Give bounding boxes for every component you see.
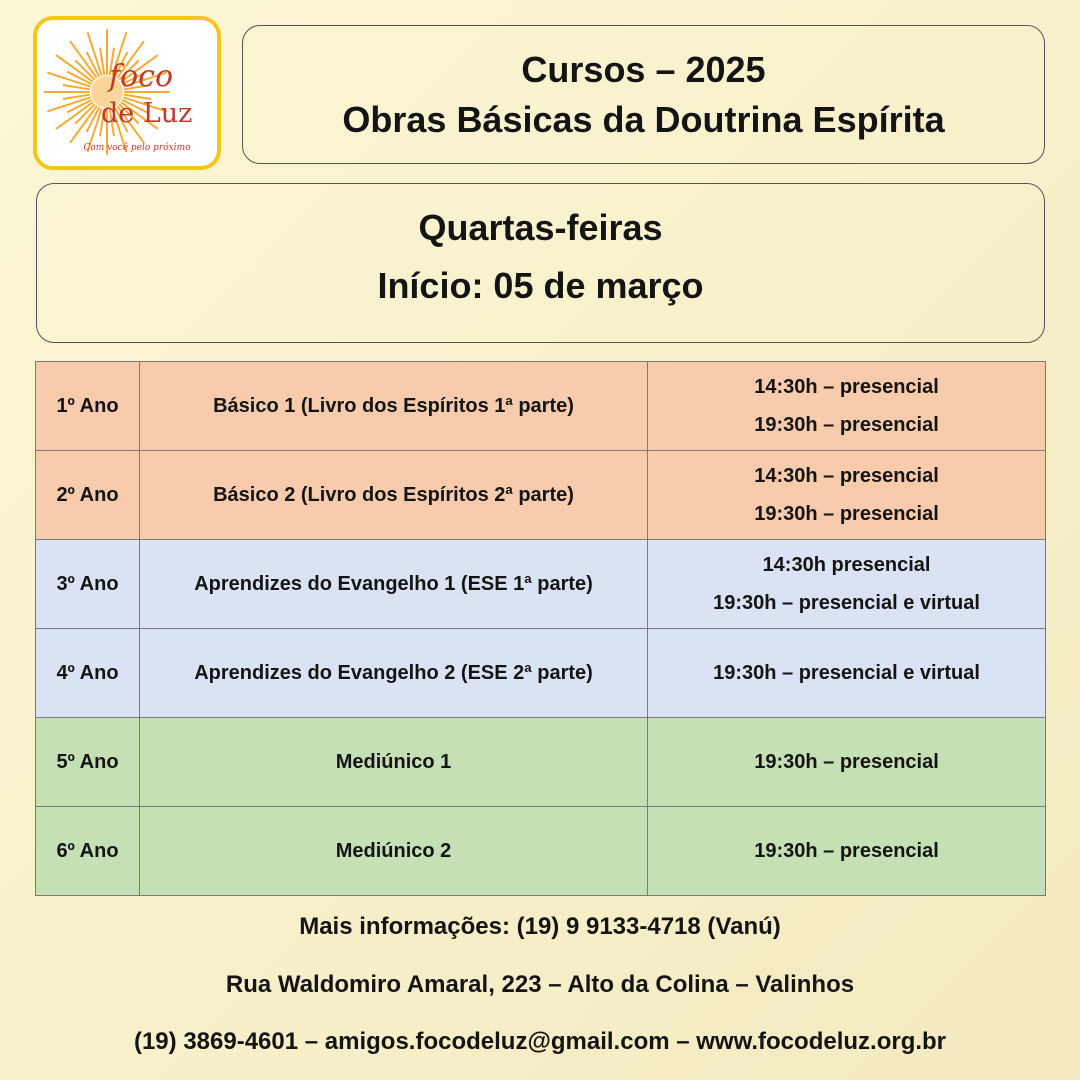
table-row [36,807,1046,896]
course-year: 5º Ano [36,718,140,807]
course-name: Básico 1 (Livro dos Espíritos 1ª parte) [140,362,648,451]
course-schedule [648,362,1046,451]
schedule-time: 14:30h – presencial [754,465,939,487]
course-year: 6º Ano [36,807,140,896]
course-name: Básico 2 (Livro dos Espíritos 2ª parte) [140,451,648,540]
footer-address: Rua Waldomiro Amaral, 223 – Alto da Colina – Valinhos [225,971,855,998]
course-year: 1º Ano [36,362,140,451]
course-name: Mediúnico 2 [140,807,648,896]
schedule-time: 14:30h – presencial [754,376,939,398]
schedule-time: 19:30h – presencial e virtual [713,662,980,684]
footer-contact: (19) 3869-4601 – amigos.focodeluz@gmail.com – www.focodeluz.org.br [133,1028,947,1055]
schedule-info-panel [36,183,1045,343]
start-date-label: Início: 05 de março [377,265,704,306]
title-panel [242,25,1045,164]
schedule-time: 19:30h – presencial [754,840,939,862]
schedule-time: 19:30h – presencial [754,751,939,773]
logo-text-foco: foco [109,59,174,94]
title-line-1: Cursos – 2025 [521,48,766,90]
course-name: Mediúnico 1 [140,718,648,807]
course-schedule [648,807,1046,896]
footer-info: Mais informações: (19) 9 9133-4718 (Vanú) [299,913,781,940]
logo [33,16,221,170]
schedule-time: 19:30h – presencial [754,414,939,436]
table-row [36,718,1046,807]
schedule-time: 19:30h – presencial e virtual [713,592,980,614]
course-name: Aprendizes do Evangelho 2 (ESE 2ª parte) [140,629,648,718]
course-schedule [648,629,1046,718]
course-schedule [648,451,1046,540]
courses-table [35,361,1046,896]
table-row [36,362,1046,451]
logo-tagline: Com você pelo próximo [83,143,191,153]
course-schedule [648,540,1046,629]
course-year: 2º Ano [36,451,140,540]
course-year: 3º Ano [36,540,140,629]
course-name: Aprendizes do Evangelho 1 (ESE 1ª parte) [140,540,648,629]
logo-text-de-luz: de Luz [101,98,193,129]
schedule-time: 19:30h – presencial [754,503,939,525]
table-row [36,451,1046,540]
title-line-2: Obras Básicas da Doutrina Espírita [342,98,945,140]
table-row [36,629,1046,718]
course-year: 4º Ano [36,629,140,718]
course-schedule [648,718,1046,807]
schedule-time: 14:30h presencial [762,554,931,576]
sun-logo-icon [37,20,217,166]
weekday-label: Quartas-feiras [418,207,663,248]
table-row [36,540,1046,629]
